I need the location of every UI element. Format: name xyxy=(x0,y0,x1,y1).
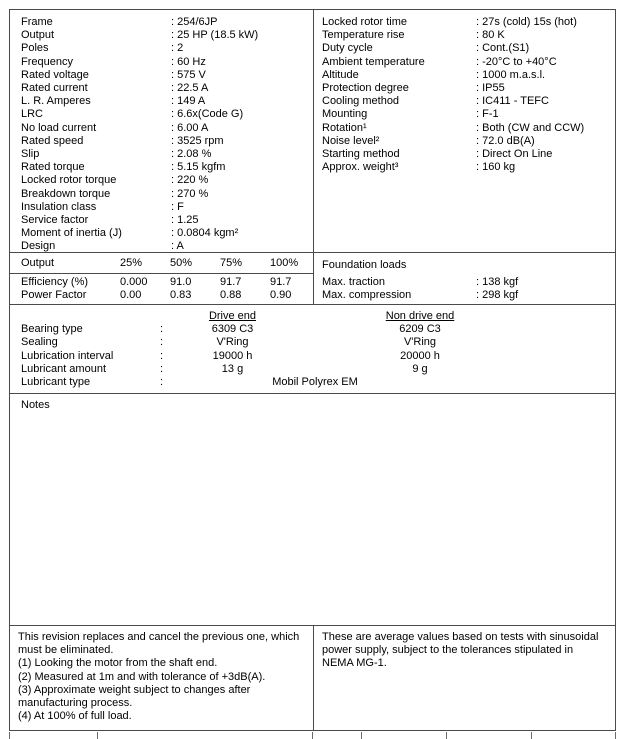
spec-value: : 6.00 A xyxy=(171,121,209,134)
spec-value: : 0.0804 kgm² xyxy=(171,227,239,240)
output-table-rows xyxy=(10,274,313,302)
output-table-header xyxy=(10,253,313,274)
partial-row-divider xyxy=(446,732,447,739)
bearing-drive-value: V'Ring xyxy=(216,336,249,349)
output-header-25: 25% xyxy=(120,257,143,269)
spec-label: Breakdown torque xyxy=(21,187,111,200)
bearing-nondrive-value: 9 g xyxy=(412,362,428,375)
general-specs-section xyxy=(10,10,615,253)
spec-value: : Cont.(S1) xyxy=(476,42,530,55)
spec-row xyxy=(21,188,313,201)
spec-value: : 72.0 dB(A) xyxy=(476,134,535,147)
spec-label: Design xyxy=(21,240,56,253)
spec-value: : 2 xyxy=(171,42,184,55)
output-header-75: 75% xyxy=(220,257,243,269)
partial-row-divider xyxy=(361,732,362,739)
foundation-load-row xyxy=(322,289,615,302)
spec-row xyxy=(322,135,615,148)
foundation-loads-title: Foundation loads xyxy=(322,259,407,271)
spec-row xyxy=(21,135,313,148)
spec-row xyxy=(21,16,313,29)
revision-footnotes xyxy=(10,626,314,730)
spec-value: : 6.6x(Code G) xyxy=(171,108,244,121)
output-header-50: 50% xyxy=(170,257,193,269)
spec-value: : 254/6JP xyxy=(171,16,218,28)
partial-row-divider xyxy=(615,732,616,739)
spec-label: Altitude xyxy=(322,68,359,81)
bearing-nondrive-value: V'Ring xyxy=(403,336,437,349)
spec-label: Rated speed xyxy=(21,134,84,147)
spec-row xyxy=(21,29,313,42)
bearing-drive-value: 19000 h xyxy=(212,349,253,362)
footnotes-section xyxy=(10,626,615,730)
output-row-value-75: 91.7 xyxy=(220,276,242,288)
spec-label: L. R. Amperes xyxy=(21,95,91,108)
spec-label: Mounting xyxy=(322,108,368,121)
spec-label: Approx. weight³ xyxy=(322,161,399,174)
output-row-value-100: 0.90 xyxy=(270,289,292,302)
spec-label: Rated current xyxy=(21,82,88,95)
bearing-drive-value: 6309 C3 xyxy=(211,323,254,336)
specs-column-left xyxy=(10,10,314,252)
bearing-row-colon: : xyxy=(160,323,164,336)
foundation-load-label: Max. compression xyxy=(322,289,412,302)
foundation-load-value: : 138 kgf xyxy=(476,276,519,288)
footnote-line: (3) Approximate weight subject to changes after manufacturing process. xyxy=(18,683,251,710)
spec-label: Temperature rise xyxy=(322,29,405,42)
bearing-row-label: Lubrication interval xyxy=(21,349,114,362)
spec-row xyxy=(21,56,313,69)
partial-row-divider xyxy=(312,732,313,739)
foundation-load-row xyxy=(322,276,615,289)
foundation-loads xyxy=(314,253,615,304)
spec-value: : IP55 xyxy=(476,82,505,95)
spec-row xyxy=(21,148,313,161)
bearing-row-label: Bearing type xyxy=(21,323,83,336)
bearing-row xyxy=(10,336,615,349)
lubricant-type-colon: : xyxy=(160,376,164,389)
spec-value: : 270 % xyxy=(171,187,209,200)
spec-row xyxy=(322,148,615,161)
performance-section xyxy=(10,253,615,305)
spec-label: Duty cycle xyxy=(322,42,373,55)
spec-row xyxy=(322,108,615,121)
datasheet-body xyxy=(9,9,616,731)
lubricant-type-value: Mobil Polyrex EM xyxy=(272,376,358,389)
spec-label: Noise level² xyxy=(322,134,380,147)
output-row-value-25: 0.00 xyxy=(120,289,142,302)
spec-label: Cooling method xyxy=(322,95,400,108)
partial-row-divider xyxy=(531,732,532,739)
bearing-row xyxy=(10,323,615,336)
bearing-nondrive-value: 6209 C3 xyxy=(399,323,441,336)
spec-row xyxy=(322,122,615,135)
lubricant-type-label: Lubricant type xyxy=(21,376,91,389)
bearing-header-row xyxy=(10,310,615,323)
output-header-label: Output xyxy=(21,257,55,269)
bearing-nondrive-value: 20000 h xyxy=(400,349,440,362)
output-table-row xyxy=(21,276,313,289)
spec-row xyxy=(21,69,313,82)
spec-value: : 25 HP (18.5 kW) xyxy=(171,29,259,42)
spec-value: : 575 V xyxy=(171,68,206,81)
spec-value: : F-1 xyxy=(476,108,499,121)
spec-row xyxy=(322,82,615,95)
spec-label: LRC xyxy=(21,108,44,121)
output-row-value-75: 0.88 xyxy=(220,289,242,302)
drive-end-header: Drive end xyxy=(208,310,257,322)
spec-row xyxy=(21,227,313,240)
output-row-value-100: 91.7 xyxy=(270,276,292,288)
bearing-row xyxy=(10,350,615,363)
spec-row xyxy=(322,16,615,29)
partial-row-divider xyxy=(97,732,98,739)
footnote-line: This revision replaces and cancel the previous one, which must be eliminated. xyxy=(18,631,300,657)
bearing-row-colon: : xyxy=(160,349,164,362)
non-drive-end-header: Non drive end xyxy=(385,310,455,322)
tolerance-footnote xyxy=(314,626,615,730)
spec-value: : 5.15 kgfm xyxy=(171,161,226,174)
spec-value: : 160 kg xyxy=(476,161,516,174)
spec-label: Slip xyxy=(21,148,40,161)
spec-value: : 220 % xyxy=(171,174,209,187)
bearing-row-colon: : xyxy=(160,336,164,349)
output-row-value-50: 0.83 xyxy=(170,289,192,302)
footnote-line: These are average values based on tests with sinusoidal power supply, subject to the tolerances stipulated in NEMA MG-1. xyxy=(322,631,599,670)
spec-label: Starting method xyxy=(322,148,400,161)
output-row-label: Power Factor xyxy=(21,289,87,302)
spec-row xyxy=(21,42,313,55)
output-header-100: 100% xyxy=(270,257,299,269)
bearing-row-colon: : xyxy=(160,362,164,375)
bearing-section xyxy=(10,305,615,394)
spec-label: Insulation class xyxy=(21,200,97,213)
spec-label: Frequency xyxy=(21,55,73,68)
spec-row xyxy=(21,108,313,121)
spec-value: : 22.5 A xyxy=(171,82,209,95)
spec-label: Locked rotor time xyxy=(322,16,407,28)
spec-value: : Direct On Line xyxy=(476,148,553,161)
lubricant-type-row xyxy=(10,376,615,389)
spec-row xyxy=(21,82,313,95)
spec-label: Poles xyxy=(21,42,49,55)
spec-label: Protection degree xyxy=(322,82,409,95)
spec-value: : A xyxy=(171,240,184,253)
spec-label: Rated voltage xyxy=(21,68,89,81)
spec-value: : 149 A xyxy=(171,95,206,108)
spec-row xyxy=(322,42,615,55)
spec-value: : 1000 m.a.s.l. xyxy=(476,68,546,81)
output-table-row xyxy=(21,289,313,302)
spec-row xyxy=(322,69,615,82)
spec-label: Rated torque xyxy=(21,161,85,174)
spec-value: : 1.25 xyxy=(171,214,199,227)
spec-label: Service factor xyxy=(21,214,89,227)
spec-row xyxy=(21,214,313,227)
spec-row xyxy=(21,240,313,253)
notes-label: Notes xyxy=(21,399,50,411)
notes-section xyxy=(10,394,615,626)
output-table xyxy=(10,253,314,304)
foundation-load-label: Max. traction xyxy=(322,276,385,288)
spec-label: Rotation¹ xyxy=(322,121,367,134)
bearing-drive-value: 13 g xyxy=(221,362,244,375)
bearing-header-spacer xyxy=(10,310,160,323)
spec-value: : -20°C to +40°C xyxy=(476,55,557,68)
footnote-line: (1) Looking the motor from the shaft end. xyxy=(18,657,218,670)
spec-value: : 80 K xyxy=(476,29,505,42)
output-row-label: Efficiency (%) xyxy=(21,276,89,288)
spec-row xyxy=(21,95,313,108)
spec-row xyxy=(21,161,313,174)
spec-row xyxy=(322,29,615,42)
spec-label: Locked rotor torque xyxy=(21,174,117,187)
output-row-value-50: 91.0 xyxy=(170,276,192,288)
spec-value: : F xyxy=(171,200,184,213)
spec-label: No load current xyxy=(21,121,97,134)
footnote-line: (2) Measured at 1m and with tolerance of +3dB(A). xyxy=(18,670,266,683)
footnote-line: (4) At 100% of full load. xyxy=(18,710,132,723)
spec-row xyxy=(21,174,313,187)
spec-label: Moment of inertia (J) xyxy=(21,227,122,240)
spec-row xyxy=(322,161,615,174)
spec-label: Frame xyxy=(21,16,53,28)
spec-value: : 27s (cold) 15s (hot) xyxy=(476,16,577,28)
spec-value: : 3525 rpm xyxy=(171,134,224,147)
spec-value: : 2.08 % xyxy=(171,148,212,161)
spec-label: Ambient temperature xyxy=(322,55,425,68)
specs-column-right xyxy=(314,10,615,252)
output-row-value-25: 0.000 xyxy=(120,276,148,288)
bearing-row xyxy=(10,363,615,376)
bearing-row-label: Sealing xyxy=(21,336,58,349)
spec-row xyxy=(322,95,615,108)
spec-value: : 60 Hz xyxy=(171,55,206,68)
spec-label: Output xyxy=(21,29,55,42)
spec-value: : Both (CW and CCW) xyxy=(476,121,585,134)
spec-row xyxy=(21,201,313,214)
spec-value: : IC411 - TEFC xyxy=(476,95,549,108)
spec-row xyxy=(322,56,615,69)
bearing-row-label: Lubricant amount xyxy=(21,362,106,375)
partial-row-divider xyxy=(9,732,10,739)
spec-row xyxy=(21,122,313,135)
foundation-load-value: : 298 kgf xyxy=(476,289,519,302)
